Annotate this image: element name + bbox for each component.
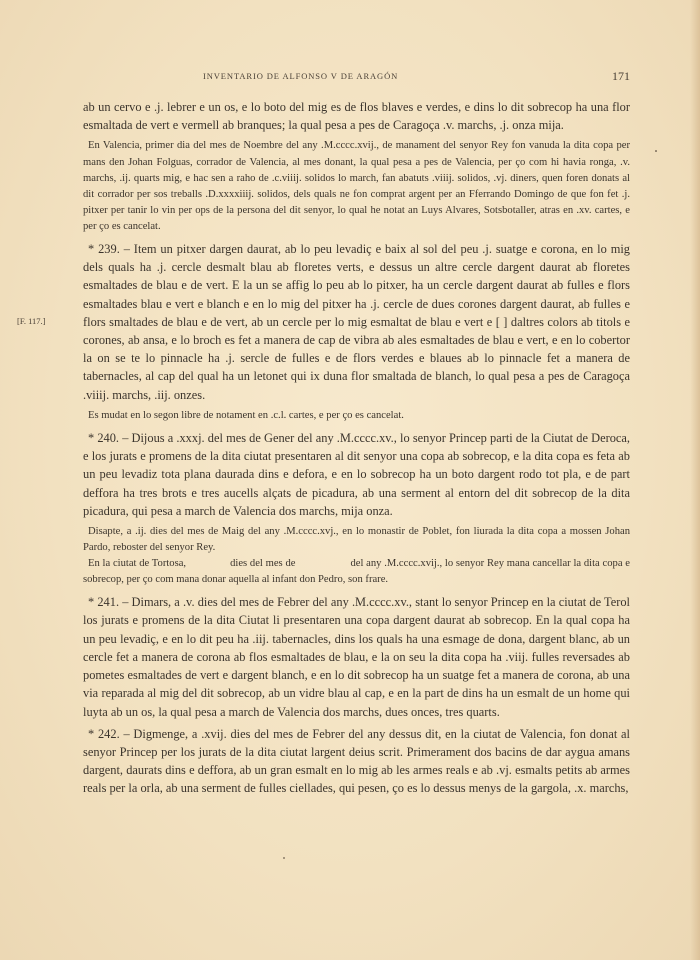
item-242-paragraph: * 242. – Digmenge, a .xvij. dies del mes de Febrer del any dessus dit, en la ciutat de Valencia, fon donat al senyor Princep per los jurats de la dita ciutat largent deius scrit. Primerament dos bacins de dar aygua amans dargent, daurats dins e deffora, ab un gran esmalt en lo mig ab les armes reals e ab .vj. esmalts petits ab armes reals per la orla, ab una serment de fulles ciellades, qui pesen, ço es lo dessus menys de la gargola, .x. marchs, — [83, 726, 630, 796]
running-title: INVENTARIO DE ALFONSO V DE ARAGÓN — [203, 71, 399, 81]
note-paragraph-with-blanks — [83, 556, 630, 588]
page-body — [83, 98, 630, 798]
note-text-part: En la ciutat de Tortosa, — [88, 558, 187, 570]
paper-speck — [283, 857, 285, 859]
item-240-paragraph: * 240. – Dijous a .xxxj. del mes de Gener del any .M.cccc.xv., lo senyor Princep parti de la Ciutat de Deroca, e los jurats e promens de la dita ciutat presentaren al dit senyor una copa ab sobrecop, e la dita copa es feta ab un peu levadiz tota plana daurada dins e defora, e en lo sobrecop ha un boto dargent rodo tot pla, e de part deffora ha tres brots e tres aucells alçats de picadura, ab una serment al entorn del dit sobrecop de la dita picadura, qui pesa a march de Valencia dos marchs, mija onza. — [83, 430, 630, 518]
item-239-paragraph: * 239. – Item un pitxer dargen daurat, ab lo peu levadiç e baix al sol del peu .j. suatge e corona, en lo mig dels quals ha .j. cercle desmalt blau ab floretes verts, e dessus un altre cercle dargent daurat ab floretes esmaltades de blau e de vert. E la un se affig lo peu ab lo pitxer, ha un cercle dargent daurat ab fulles e flors esmaltades blau e vert e blanch e en lo mig del pitxer ha .j. cercle de dues corones dargent daurat, ab fulles e flors smaltades de blau e de vert, ab un cercle per lo mig esmaltat de blau e vert e [ ] daltres colors ab titols e corones, ab ansa, e lo broch es fet a manera de cap de vibra ab ales esmaltades de blau e vert, e en lo cobertor la on se te lo pinnacle ha .j. sercle de fulles e de flors verdes e blaues ab lo pinnacle fet a manera de tabernacles, al cap del qual ha un letonet qui ix duna flor smaltada de blanch, lo qual pesa a pes de Caragoça .viiij. marchs, .iij. onzes. — [83, 241, 630, 402]
continued-paragraph: ab un cervo e .j. lebrer e un os, e lo boto del mig es de flos blaves e verdes, e dins lo dit sobrecop ha una flor esmaltada de vert e vermell ab branques; la qual pesa a pes de Caragoça .v. marchs, .j. onza mija. — [83, 100, 630, 133]
note-paragraph: En Valencia, primer dia del mes de Noembre del any .M.cccc.xvij., de manament del senyor Rey fon vanuda la dita copa per mans den Johan Folguas, corrador de Valencia, al mes donant, la qual pesa a pes de Valencia, per ço com hi havia ronga, .v. marchs, .ij. quarts mig, e hac sen a raho de .c.viiij. solidos lo march, fan abatuts .viiij. solidos, .vj. diners, quen foren donats al dit corrador per sos treballs .D.xxxxiiij. solidos, dels quals ne fon comprat argent per an Fferrando Domingo de que fon fet .j. pitxer per tanir lo vin per ops de la persona del dit senyor, lo qual he notat an Luys Alvares, Sotsbotaller, atras en .xv. cartes, e per ço es cancelat. — [83, 140, 630, 232]
page-number: 171 — [612, 69, 630, 83]
page-header — [83, 71, 630, 87]
item-241-paragraph: * 241. – Dimars, a .v. dies del mes de Febrer del any .M.cccc.xv., stant lo senyor Princep en la ciutat de Terol los jurats e promens de la dita Ciutat li presentaren una copa dargent daurat ab sobrecop. En la qual copa ha un peu levadiç, e en lo dit peu ha .iij. tabernacles, dins los quals ha una esmage de dona, dargent blanc, ab un cercle fet a manera de corona ab flos esmaltades de blau, e la on seu la dita copa ha .viij. fulles reversades ab pometes esmaltades de vert e dargent blanch, e en lo dit sobrecop ha un suatge fet a manera de corona, ab una via reparada al mig del dit sobrecop, ab un vidre blau al cap, e en la part de dins ha un esmalt de un home qui luyta ab un os, la qual pesa a march de Valencia dos marchs, dues onces, tres quarts. — [83, 595, 630, 719]
note-paragraph: Es mudat en lo segon libre de notament en .c.l. cartes, e per ço es cancelat. — [88, 409, 404, 421]
note-text-part: dies del mes de — [230, 558, 296, 570]
page-edge-shadow — [690, 0, 700, 960]
folio-margin-note: [F. 117.] — [17, 316, 46, 326]
paper-speck — [655, 150, 657, 152]
note-paragraph: Disapte, a .ij. dies del mes de Maig del any .M.cccc.xvj., en lo monastir de Poblet, fon liurada la dita copa a mossen Johan Pardo, reboster del senyor Rey. — [83, 525, 630, 553]
note-text-part: del any .M.cccc.xvij., lo senyor Rey mana cancellar la dita copa e sobrecop, per ço com mana donar aquella al infant don Pedro, son frare. — [83, 558, 630, 586]
